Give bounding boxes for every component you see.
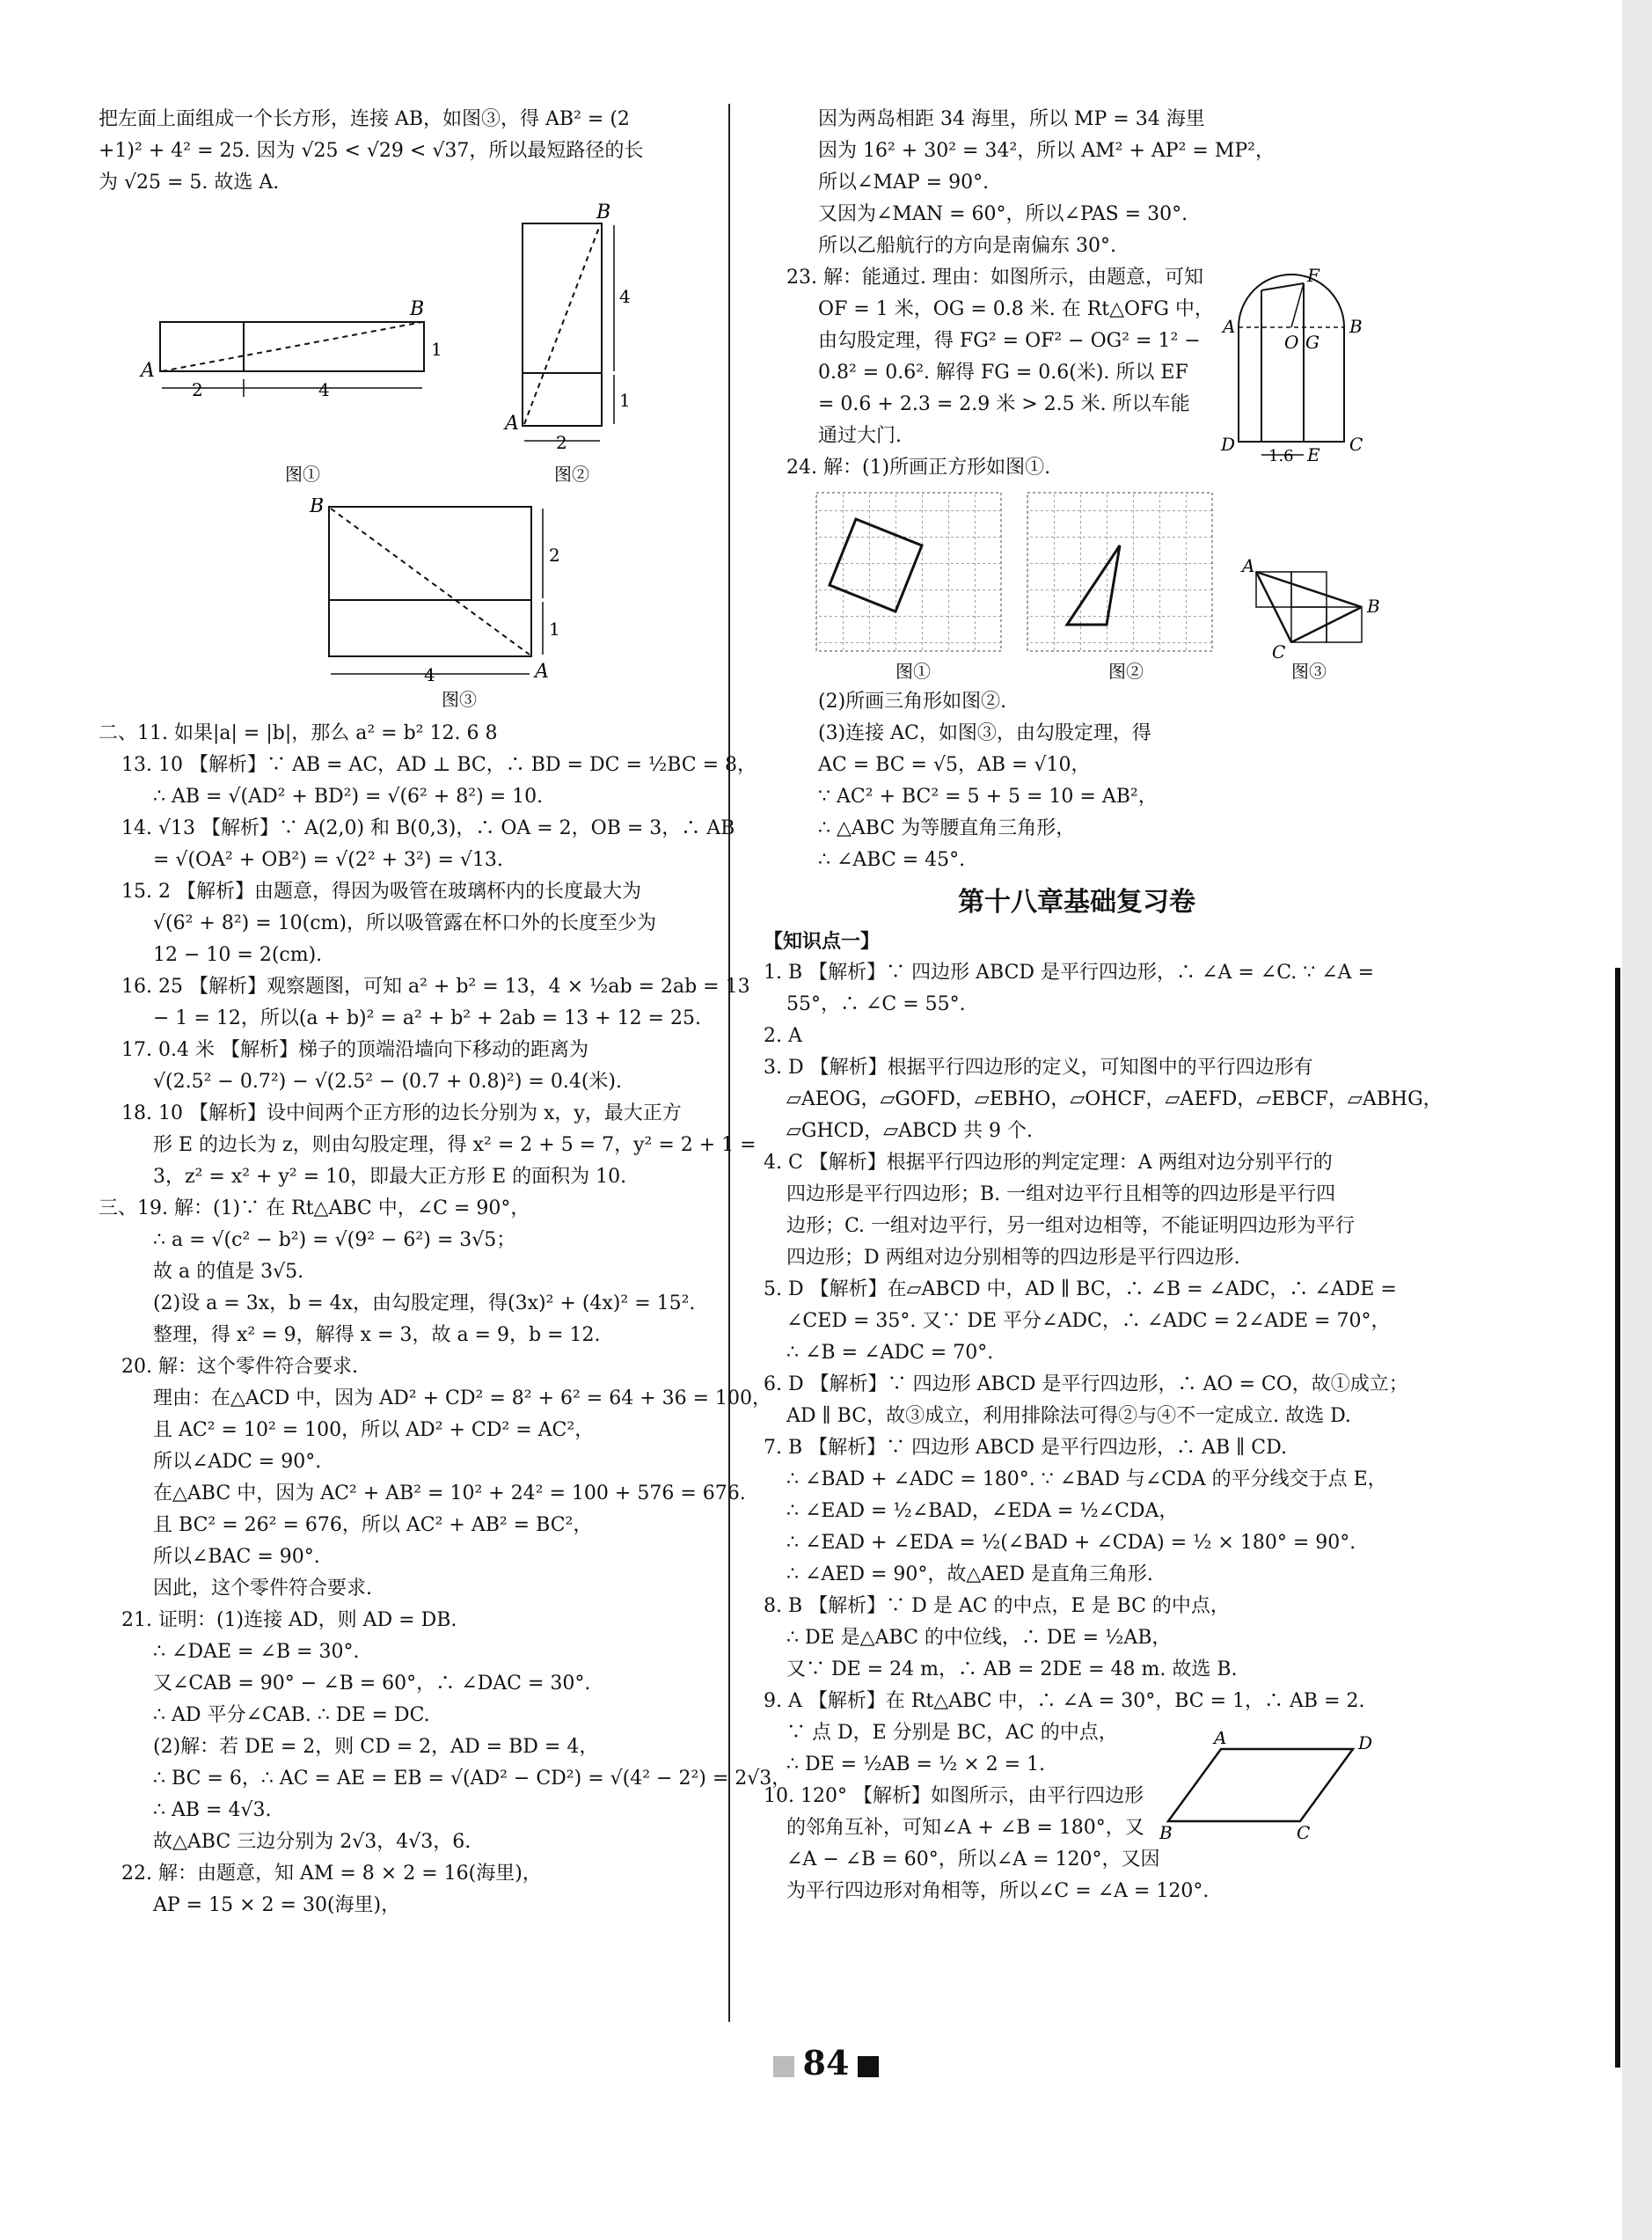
answer-line: 22. 解：由题意，知 AM = 8 × 2 = 16(海里)， [121, 1863, 542, 1885]
fig1-A: A [141, 360, 155, 382]
answer-line: 形 E 的边长为 z，则由勾股定理，得 x² = 2 + 5 = 7，y² = 2 + 1 = [153, 1134, 757, 1156]
answer-line: 10. 120° 【解析】如图所示，由平行四边形 [764, 1785, 1144, 1807]
answer-line: ∴ AB = √(AD² + BD²) = √(6² + 8²) = 10. [153, 786, 544, 808]
page-number: 84 [802, 2043, 850, 2083]
answer-line: ∴ AD 平分∠CAB. ∴ DE = DC. [153, 1704, 430, 1726]
right-column [764, 104, 1443, 1907]
answer-line: 又∠CAB = 90° − ∠B = 60°，∴ ∠DAC = 30°. [153, 1673, 591, 1695]
answer-line: 6. D 【解析】∵ 四边形 ABCD 是平行四边形，∴ AO = CO，故①成立； [764, 1373, 1408, 1395]
answer-line: 0.8² = 0.6². 解得 FG = 0.6(米). 所以 EF [818, 362, 1188, 384]
door-O: O [1284, 332, 1299, 353]
answer-line: = 0.6 + 2.3 = 2.9 米 > 2.5 米. 所以车能 [818, 393, 1190, 415]
answer-line: 20. 解：这个零件符合要求. [121, 1356, 358, 1378]
answer-line: ∠A − ∠B = 60°，所以∠A = 120°，又因 [786, 1848, 1160, 1870]
answer-line: ▱AEOG，▱GOFD，▱EBHO，▱OHCF，▱AEFD，▱EBCF，▱ABHG， [786, 1088, 1443, 1110]
grid3-B: B [1367, 596, 1380, 617]
fig2-caption: 图② [554, 464, 589, 485]
answer-line: ∵ AC² + BC² = 5 + 5 = 10 = AB²， [818, 786, 1158, 808]
q23-block [764, 262, 1390, 465]
answer-line: 1. B 【解析】∵ 四边形 ABCD 是平行四边形，∴ ∠A = ∠C. ∵ ∠A = [764, 962, 1375, 984]
parallelogram-figure [1159, 1731, 1379, 1855]
answer-line: 21. 证明：(1)连接 AD，则 AD = DB. [121, 1609, 457, 1631]
answer-line: 所以∠MAP = 90°. [818, 172, 990, 194]
answer-line: 55°，∴ ∠C = 55°. [786, 993, 966, 1015]
door-figure [1203, 257, 1371, 468]
para-A: A [1214, 1731, 1227, 1748]
answer-line: 四边形是平行四边形；B. 一组对边平行且相等的四边形是平行四 [786, 1183, 1336, 1205]
answer-line: 所以∠BAC = 90°. [153, 1546, 320, 1568]
answer-line: AC = BC = √5，AB = √10， [818, 754, 1091, 776]
answer-line: 2. A [764, 1025, 802, 1047]
fig3-h-big: 2 [549, 545, 560, 566]
answer-line: ∴ △ABC 为等腰直角三角形， [818, 817, 1076, 839]
answer-line: 为平行四边形对角相等，所以∠C = ∠A = 120°. [786, 1880, 1210, 1902]
door-B: B [1349, 316, 1363, 337]
answer-line: 16. 25 【解析】观察题图，可知 a² + b² = 13，4 × ½ab = 2ab = 13 [121, 976, 750, 998]
fig2-h-big: 4 [619, 286, 631, 307]
answer-line: 3. D 【解析】根据平行四边形的定义，可知图中的平行四边形有 [764, 1057, 1313, 1079]
door-w: 1.6 [1268, 447, 1294, 465]
fig2-h-small: 1 [619, 390, 631, 411]
answer-line: ∴ BC = 6，∴ AC = AE = EB = √(AD² − CD²) = √(4² − 2²) = 2√3， [153, 1768, 792, 1790]
grid-figures [764, 484, 1390, 686]
fig1-h: 1 [431, 339, 442, 360]
answer-line: 15. 2 【解析】由题意，得因为吸管在玻璃杯内的长度最大为 [121, 881, 641, 903]
text-line: +1)² + 4² = 25. 因为 √25 < √29 < √37，所以最短路径的长 [99, 140, 644, 162]
fig2-w: 2 [556, 432, 567, 453]
answer-line: OF = 1 米，OG = 0.8 米. 在 Rt△OFG 中， [818, 298, 1214, 320]
answer-line: 通过大门. [818, 425, 902, 447]
answer-line: (3)连接 AC，如图③，由勾股定理，得 [818, 722, 1151, 744]
scan-edge [1622, 0, 1652, 2240]
fig2-B: B [596, 201, 611, 223]
answer-line: ∴ DE = ½AB = ½ × 2 = 1. [786, 1753, 1046, 1775]
para-D: D [1358, 1732, 1373, 1753]
answer-line: 在△ABC 中，因为 AC² + AB² = 10² + 24² = 100 + 576 = 676. [153, 1482, 746, 1504]
chapter-title: 第十八章基础复习卷 [958, 887, 1195, 918]
fig3-A: A [535, 661, 549, 683]
answer-line: 13. 10 【解析】∵ AB = AC，AD ⊥ BC，∴ BD = DC = ½BC = 8， [121, 754, 757, 776]
answer-line: AP = 15 × 2 = 30(海里)， [153, 1894, 401, 1916]
door-F: F [1307, 265, 1319, 286]
door-C: C [1349, 434, 1363, 455]
fig3-B: B [310, 498, 325, 517]
answer-line: 23. 解：能通过. 理由：如图所示，由题意，可知 [786, 267, 1203, 289]
answer-line: 且 AC² = 10² = 100，所以 AD² + CD² = AC²， [153, 1419, 595, 1441]
answer-line: ∴ ∠B = ∠ADC = 70°. [786, 1342, 994, 1364]
answer-line: ∴ ∠ABC = 45°. [818, 849, 966, 871]
answer-line: 因为 16² + 30² = 34²，所以 AM² + AP² = MP²， [818, 140, 1275, 162]
fig1-B: B [410, 298, 425, 320]
answer-line: ∴ AB = 4√3. [153, 1799, 272, 1821]
footer-decor-right [858, 2056, 879, 2077]
footer-decor-left [773, 2056, 794, 2077]
answer-line: ∴ ∠BAD + ∠ADC = 180°. ∵ ∠BAD 与∠CDA 的平分线交于点 E， [786, 1468, 1387, 1490]
answer-line: ∴ ∠EAD = ½∠BAD，∠EDA = ½∠CDA， [786, 1500, 1179, 1522]
answer-line: (2)设 a = 3x，b = 4x，由勾股定理，得(3x)² + (4x)² = 15². [153, 1292, 696, 1314]
answer-line: 7. B 【解析】∵ 四边形 ABCD 是平行四边形，∴ AB ∥ CD. [764, 1437, 1287, 1459]
answer-line: AD ∥ BC，故③成立，利用排除法可得②与④不一定成立. 故选 D. [786, 1405, 1351, 1427]
column-divider [728, 104, 730, 2022]
answer-line: 又∵ DE = 24 m，∴ AB = 2DE = 48 m. 故选 B. [786, 1658, 1238, 1680]
answer-line: 14. √13 【解析】∵ A(2,0) 和 B(0,3)，∴ OA = 2，OB = 3，∴ AB [121, 817, 735, 839]
answer-line: 所以乙船航行的方向是南偏东 30°. [818, 235, 1116, 257]
answer-line: ∴ ∠DAE = ∠B = 30°. [153, 1641, 360, 1663]
answer-line: 整理，得 x² = 9，解得 x = 3，故 a = 9，b = 12. [153, 1324, 601, 1346]
fig3-h-small: 1 [549, 619, 560, 640]
fig2-A: A [505, 413, 519, 435]
grid3-A: A [1242, 555, 1255, 576]
answer-line: 5. D 【解析】在▱ABCD 中，AD ∥ BC，∴ ∠B = ∠ADC，∴ ∠ADE = [764, 1278, 1397, 1300]
answer-line: 4. C 【解析】根据平行四边形的判定定理：A 两组对边分别平行的 [764, 1152, 1333, 1174]
answer-line: 又因为∠MAN = 60°，所以∠PAS = 30°. [818, 203, 1188, 225]
door-G: G [1305, 332, 1319, 353]
answer-line: ∴ ∠AED = 90°，故△AED 是直角三角形. [786, 1563, 1153, 1585]
page-footer [0, 2043, 1652, 2083]
door-E: E [1307, 444, 1320, 465]
answer-line: ∴ ∠EAD + ∠EDA = ½(∠BAD + ∠CDA) = ½ × 180° = 90°. [786, 1532, 1356, 1554]
figure-2 [503, 201, 631, 485]
fig1-seg-a: 2 [192, 379, 203, 400]
answer-line: 3，z² = x² + y² = 10，即最大正方形 E 的面积为 10. [153, 1166, 627, 1188]
answer-line: ∴ a = √(c² − b²) = √(9² − 6²) = 3√5； [153, 1229, 516, 1251]
para-B: B [1159, 1822, 1173, 1843]
answer-line: ∴ DE 是△ABC 的中位线，∴ DE = ½AB， [786, 1627, 1172, 1649]
fig1-seg-b: 4 [318, 379, 330, 400]
answer-line: 9. A 【解析】在 Rt△ABC 中，∴ ∠A = 30°，BC = 1，∴ AB = 2. [764, 1690, 1365, 1712]
grid-2 [1027, 493, 1212, 682]
answer-line: 且 BC² = 26² = 676，所以 AC² + AB² = BC²， [153, 1514, 593, 1536]
answer-line: (2)解：若 DE = 2，则 CD = 2，AD = BD = 4， [153, 1736, 599, 1758]
answer-line: 二、11. 如果|a| = |b|，那么 a² = b² 12. 6 8 [99, 722, 498, 744]
answer-line: 17. 0.4 米 【解析】梯子的顶端沿墙向下移动的距离为 [121, 1039, 588, 1061]
answer-line: ∠CED = 35°. 又∵ DE 平分∠ADC，∴ ∠ADC = 2∠ADE = 70°， [786, 1310, 1391, 1332]
grid-3 [1240, 555, 1380, 682]
door-A: A [1223, 316, 1236, 337]
answer-line: √(6² + 8²) = 10(cm)，所以吸管露在杯口外的长度至少为 [153, 912, 657, 934]
answer-line: 所以∠ADC = 90°. [153, 1451, 322, 1473]
figure-3-svg [99, 498, 714, 718]
grid-1 [816, 493, 1001, 682]
section-heading: 【知识点一】 [764, 930, 881, 953]
door-D: D [1221, 434, 1236, 455]
answer-line: 24. 解：(1)所画正方形如图①. [786, 457, 1051, 479]
grid1-caption: 图① [895, 661, 931, 682]
text-line: 为 √25 = 5. 故选 A. [99, 172, 280, 194]
answer-line: 因此，这个零件符合要求. [153, 1578, 372, 1599]
answer-line: = √(OA² + OB²) = √(2² + 3²) = √13. [153, 849, 503, 871]
left-column [99, 104, 792, 1922]
answer-line: 故△ABC 三边分别为 2√3，4√3，6. [153, 1831, 471, 1853]
grid3-C: C [1272, 641, 1286, 662]
answer-line: 8. B 【解析】∵ D 是 AC 的中点，E 是 BC 的中点， [764, 1595, 1230, 1617]
answer-line: 因为两岛相距 34 海里，所以 MP = 34 海里 [818, 108, 1205, 130]
fig1-caption: 图① [285, 464, 320, 485]
answer-line: 四边形；D 两组对边分别相等的四边形是平行四边形. [786, 1247, 1240, 1269]
answer-line: ▱GHCD，▱ABCD 共 9 个. [786, 1120, 1033, 1142]
answer-line: 边形；C. 一组对边平行，另一组对边相等，不能证明四边形为平行 [786, 1215, 1356, 1237]
answer-line: 18. 10 【解析】设中间两个正方形的边长分别为 x，y，最大正方 [121, 1102, 682, 1124]
answer-line: ∵ 点 D，E 分别是 BC，AC 的中点， [786, 1722, 1118, 1744]
answer-line: 三、19. 解：(1)∵ 在 Rt△ABC 中，∠C = 90°， [99, 1197, 530, 1219]
figure-1 [139, 298, 442, 485]
answer-line: 故 a 的值是 3√5. [153, 1261, 304, 1283]
answer-line: − 1 = 12，所以(a + b)² = a² + b² + 2ab = 13 + 12 = 25. [153, 1007, 701, 1029]
answer-line: √(2.5² − 0.7²) − √(2.5² − (0.7 + 0.8)²) = 0.4(米). [153, 1071, 622, 1093]
answer-line: (2)所画三角形如图②. [818, 691, 1007, 713]
para-C: C [1297, 1822, 1311, 1843]
answer-line: 理由：在△ACD 中，因为 AD² + CD² = 8² + 6² = 64 + 36 = 100， [153, 1387, 772, 1409]
fig3-caption: 图③ [442, 689, 477, 710]
grid2-caption: 图② [1108, 661, 1144, 682]
fig3-w: 4 [424, 664, 435, 685]
grid3-caption: 图③ [1291, 661, 1327, 682]
answer-line: 由勾股定理，得 FG² = OF² − OG² = 1² − [818, 330, 1201, 352]
answer-line: 12 − 10 = 2(cm). [153, 944, 323, 966]
answer-line: 的邻角互补，可知∠A + ∠B = 180°，又 [786, 1817, 1144, 1839]
text-line: 把左面上面组成一个长方形，连接 AB，如图③，得 AB² = (2 [99, 108, 630, 130]
scan-edge-mark [1615, 968, 1620, 2068]
